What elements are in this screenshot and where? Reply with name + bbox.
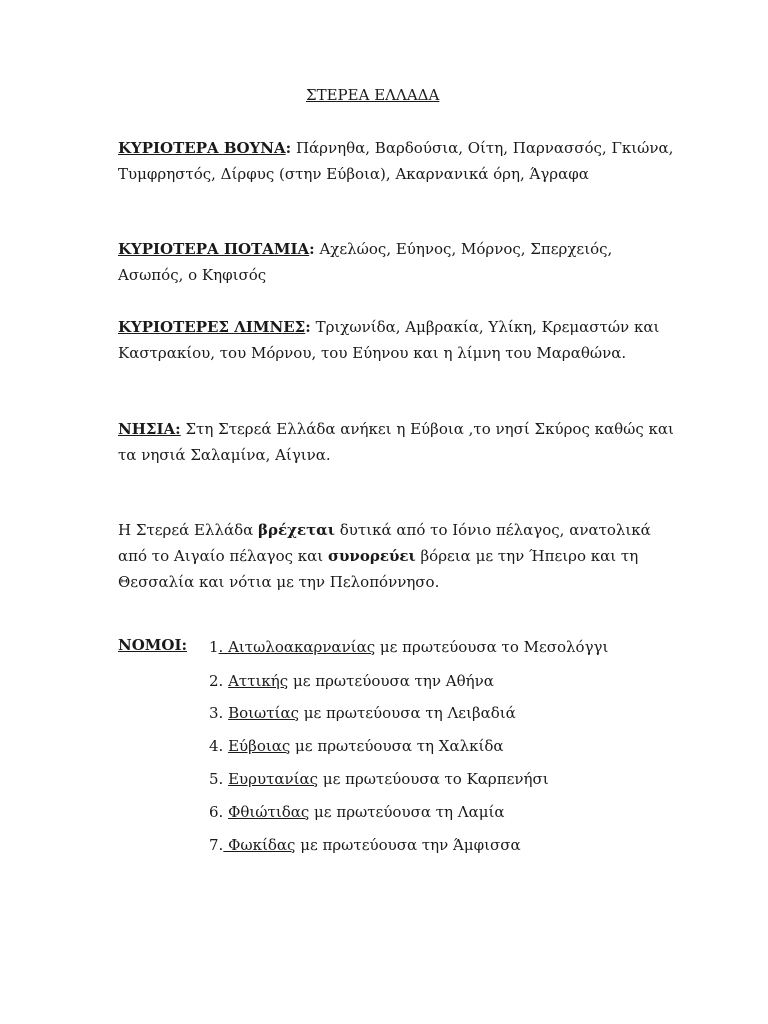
lakes-text: Τριχωνίδα, Αμβρακία, Υλίκη, Κρεμαστών και Καστρακίου, του Μόρνου, του Εύηνου και η λίμνη του Μαραθώνα. [118,318,660,362]
prefecture-name: Αττικής [228,672,289,690]
borders-bold-1: βρέχεται [258,521,335,539]
borders-text-2: δυτικά από το Ιόνιο πέλαγος, ανατολικά από το Αιγαίο πέλαγος και [118,521,651,565]
rivers-heading: ΚΥΡΙΟΤΕΡΑ ΠΟΤΑΜΙΑ [118,240,310,258]
prefecture-item [209,670,494,692]
paragraph-islands [118,416,678,468]
prefecture-item [209,735,504,757]
prefecture-capital: με πρωτεύουσα το Καρπενήσι [318,770,549,788]
mountains-colon: : [285,139,292,157]
rivers-text: Αχελώος, Εύηνος, Μόρνος, Σπερχειός, Ασωπός, ο Κηφισός [118,240,613,284]
prefecture-capital: με πρωτεύουσα τη Χαλκίδα [290,737,504,755]
mountains-heading: ΚΥΡΙΟΤΕΡΑ ΒΟΥΝΑ [118,139,286,157]
lakes-heading: ΚΥΡΙΟΤΕΡΕΣ ΛΙΜΝΕΣ [118,318,306,336]
prefecture-number: 1 [209,638,219,656]
prefecture-item [209,834,521,856]
prefecture-item [209,768,549,790]
prefecture-capital: με πρωτεύουσα την Αθήνα [288,672,494,690]
borders-text-3: βόρεια με την Ήπειρο και τη Θεσσαλία και νότια με την Πελοπόννησο. [118,547,639,591]
prefecture-capital: με πρωτεύουσα το Μεσολόγγι [375,638,609,656]
borders-text-1: Η Στερεά Ελλάδα [118,521,259,539]
prefecture-item [209,636,608,658]
prefecture-name: Εύβοιας [228,737,291,755]
paragraph-rivers [118,236,678,288]
prefecture-name: Βοιωτίας [228,704,299,722]
prefecture-name: . Αιτωλοακαρνανίας [218,638,376,656]
paragraph-borders [118,517,678,595]
islands-heading: ΝΗΣΙΑ: [118,420,181,438]
mountains-text: Πάρνηθα, Βαρδούσια, Οίτη, Παρνασσός, Γκιώνα, Τυμφρηστός, Δίρφυς (στην Εύβοια), Ακαρνανικά όρη, Άγραφα [118,139,674,183]
prefectures-heading: ΝΟΜΟΙ: [118,636,188,654]
islands-text: Στη Στερεά Ελλάδα ανήκει η Εύβοια ,το νησί Σκύρος καθώς και τα νησιά Σαλαμίνα, Αίγινα. [118,420,674,464]
prefecture-number: 3. [209,704,229,722]
prefecture-number: 6. [209,803,229,821]
prefecture-capital: με πρωτεύουσα τη Λειβαδιά [298,704,516,722]
document-title: ΣΤΕΡΕΑ ΕΛΛΑΔΑ [306,86,440,104]
paragraph-lakes [118,314,678,366]
prefecture-capital: με πρωτεύουσα τη Λαμία [309,803,505,821]
paragraph-mountains [118,135,678,187]
prefecture-number: 2. [209,672,229,690]
prefecture-name: Φθιώτιδας [228,803,310,821]
rivers-colon: : [309,240,315,258]
prefecture-number: 4. [209,737,229,755]
prefecture-item [209,801,505,823]
prefecture-item [209,702,516,724]
prefecture-capital: με πρωτεύουσα την Άμφισσα [295,836,521,854]
prefecture-number: 7. [209,836,224,854]
prefecture-number: 5. [209,770,229,788]
prefecture-name: Φωκίδας [223,836,296,854]
borders-bold-2: συνορεύει [327,547,416,565]
prefecture-name: Ευρυτανίας [228,770,319,788]
lakes-colon: : [305,318,311,336]
